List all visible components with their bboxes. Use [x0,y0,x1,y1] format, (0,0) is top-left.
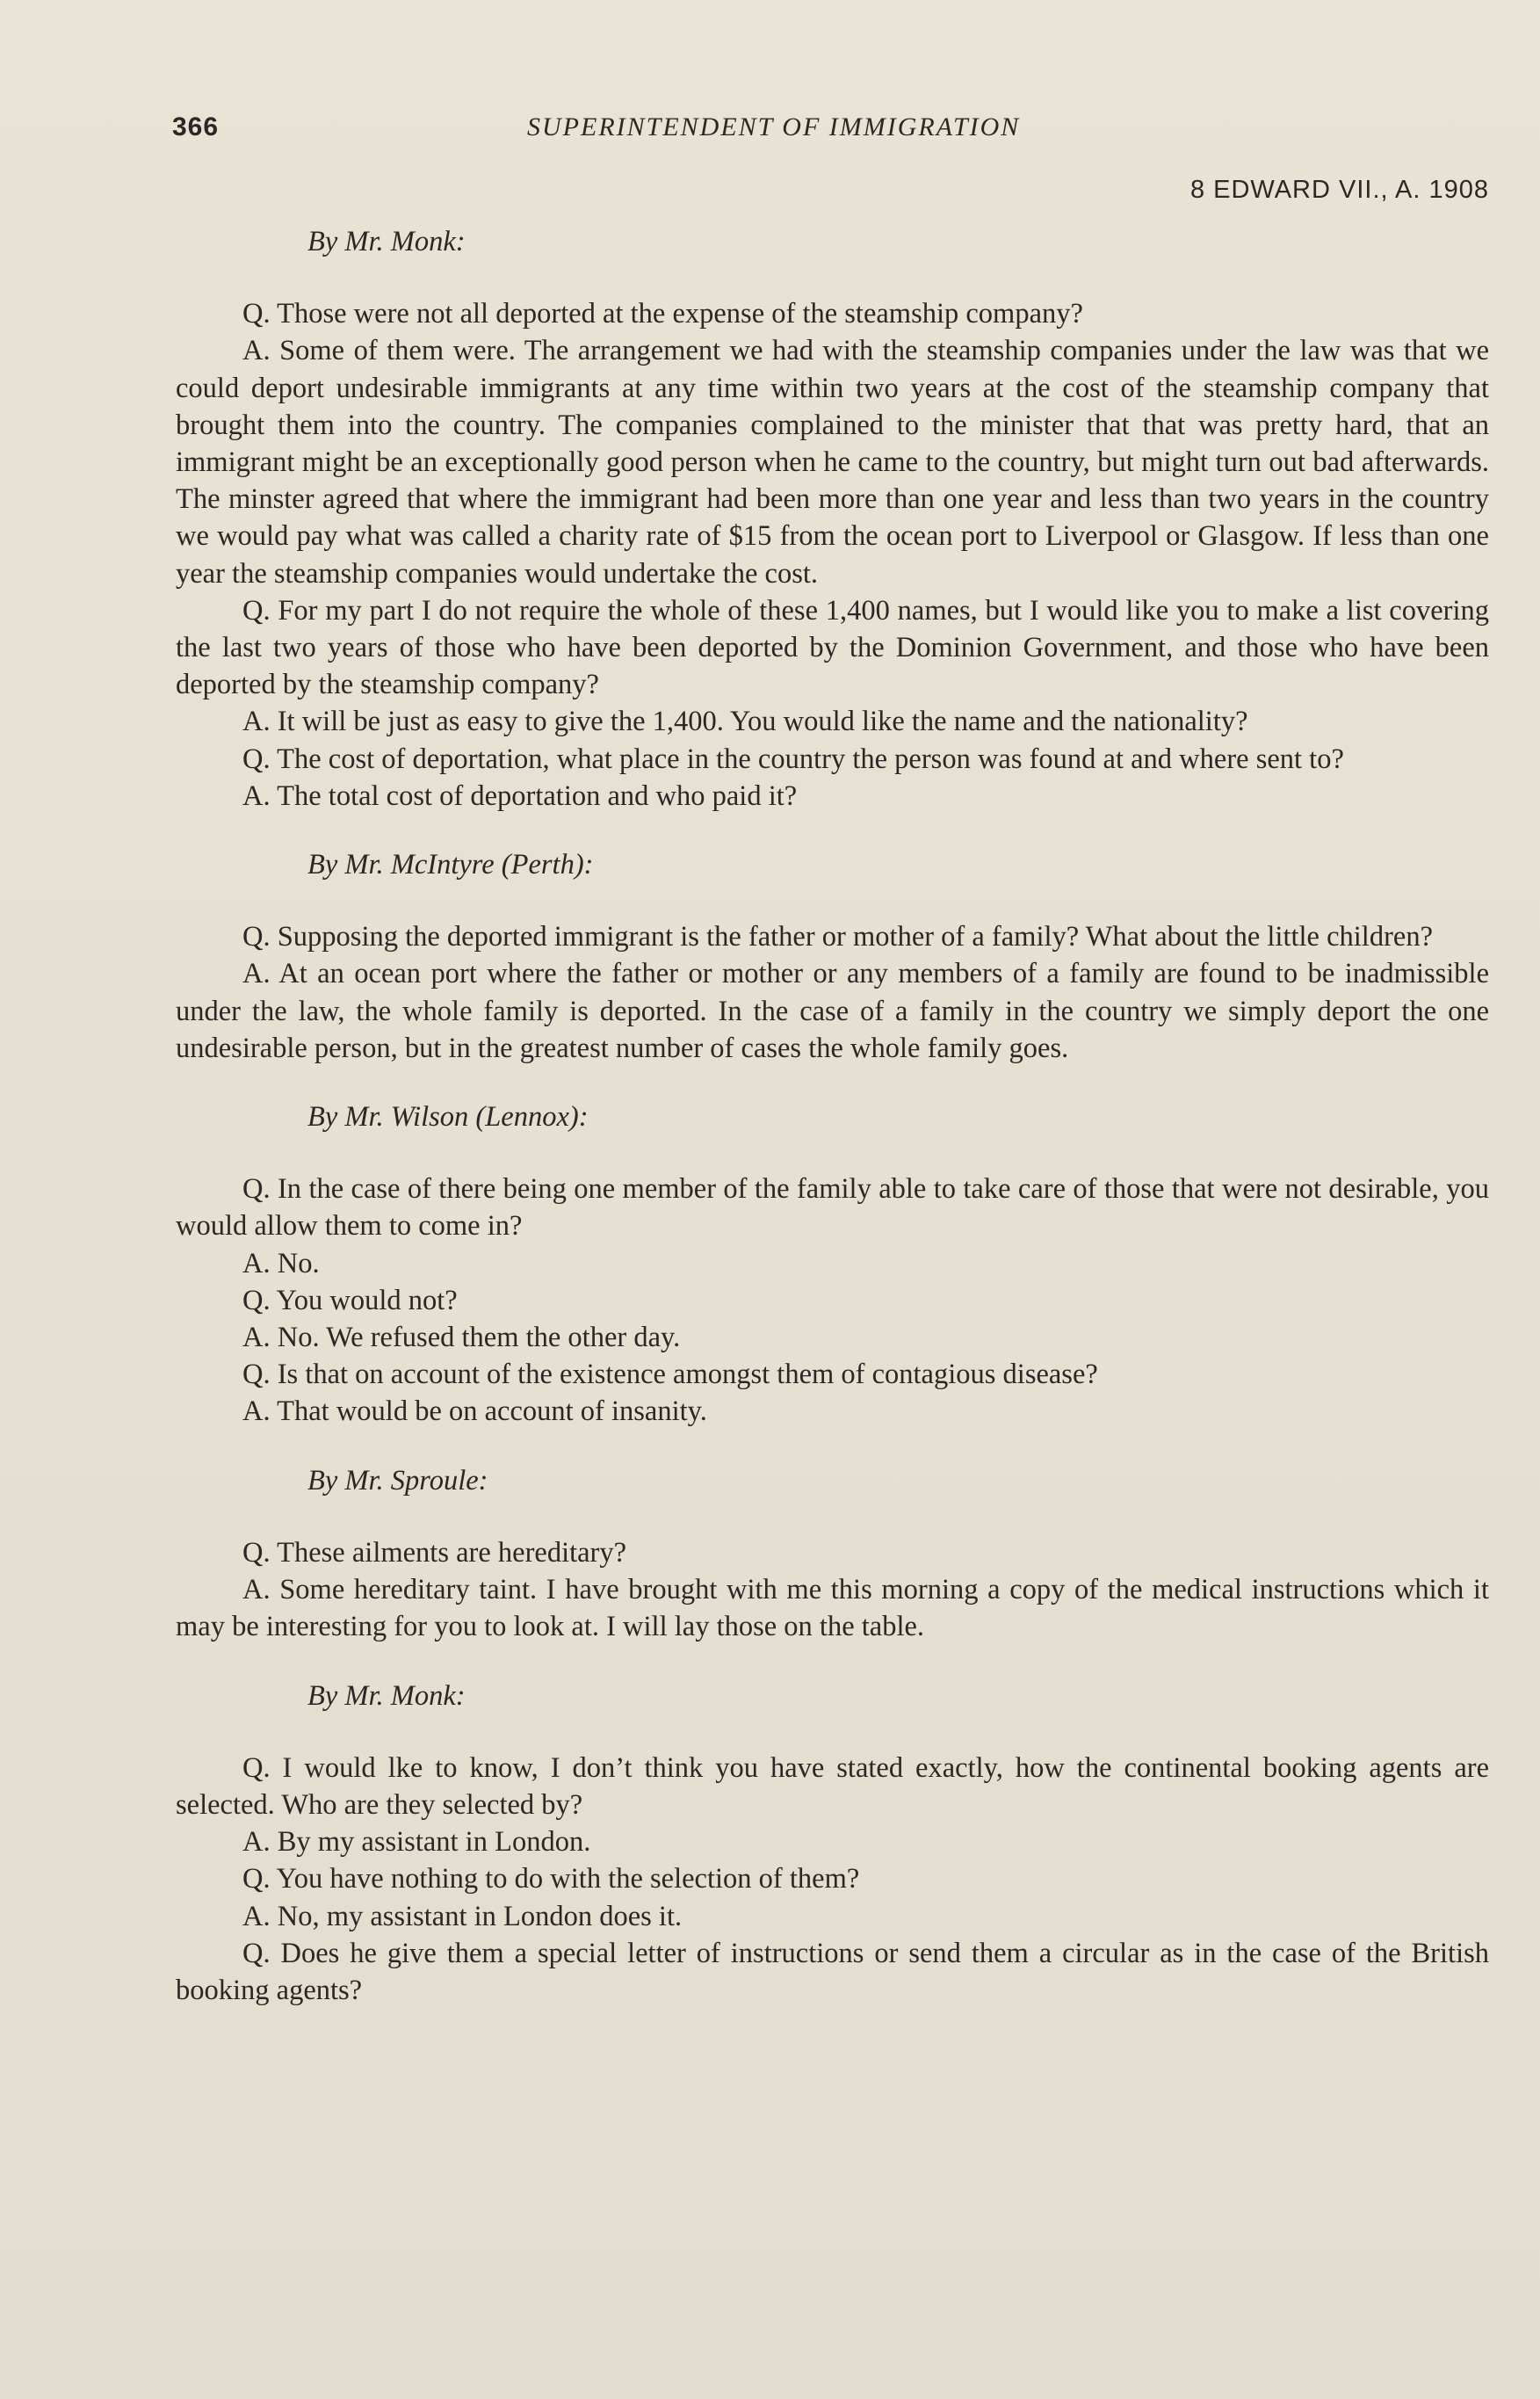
question-paragraph: Q. For my part I do not require the whole of these 1,400 names, but I would like you to make a list covering the last two years of those who have been deported by the Dominion Government, and those who have been deported by the steamship company? [176,594,1489,701]
question-paragraph: Q. Does he give them a special letter of instructions or send them a circular as in the case of the British booking agents? [176,1937,1489,2006]
question-paragraph: Q. In the case of there being one member of the family able to take care of those that were not desirable, you would allow them to come in? [176,1173,1489,1243]
question-paragraph: Q. Supposing the deported immigrant is the father or mother of a family? What about the little children? [242,921,1434,953]
answer-paragraph: A. The total cost of deportation and who paid it? [242,779,798,812]
speaker-heading: By Mr. Monk: [307,226,466,257]
speaker-heading: By Mr. Sproule: [307,1464,488,1497]
page-number: 366 [172,112,220,141]
running-title: SUPERINTENDENT OF IMMIGRATION [527,112,1021,141]
question-paragraph: Q. I would lke to know, I don’t think you have stated exactly, how the continental booking agents are selected. Who are they selected by? [176,1751,1489,1821]
answer-paragraph: A. No. [242,1247,320,1279]
question-paragraph: Q. Is that on account of the existence amongst them of contagious disease? [242,1359,1098,1391]
answer-paragraph: A. That would be on account of insanity. [242,1395,707,1428]
answer-paragraph: A. Some hereditary taint. I have brought with me this morning a copy of the medical instructions which it may be interesting for you to look at. I will lay those on the table. [176,1574,1489,1643]
session-line: 8 EDWARD VII., A. 1908 [1189,176,1489,204]
question-paragraph: Q. These ailments are hereditary? [242,1536,627,1569]
question-paragraph: Q. You have nothing to do with the selection of them? [242,1863,860,1895]
speaker-heading: By Mr. Monk: [307,1679,466,1712]
question-paragraph: Q. You would not? [242,1284,458,1316]
answer-paragraph: A. Some of them were. The arrangement we had with the steamship companies under the law was that we could deport undesirable immigrants at any time within two years at the cost of the steamship company that brought them into the country. The companies complained to the minister that that was pretty hard, that an immigrant might be an exceptionally good person when he came to the country, but might turn out bad afterwards. The minster agreed that where the immigrant had been more than one year and less than two years in the country we would pay what was called a charity rate of $15 from the ocean port to Liverpool or Glasgow. If less than one year the steamship companies would undertake the cost. [176,335,1489,590]
answer-paragraph: A. It will be just as easy to give the 1,400. You would like the name and the nationality? [242,706,1248,738]
answer-paragraph: A. No. We refused them the other day. [242,1322,681,1354]
question-paragraph: Q. Those were not all deported at the expense of the steamship company? [242,298,1083,330]
answer-paragraph: A. By my assistant in London. [242,1826,591,1859]
document-body [176,223,1489,2009]
question-paragraph: Q. The cost of deportation, what place in the country the person was found at and where sent to? [242,743,1344,775]
answer-paragraph: A. No, my assistant in London does it. [242,1900,683,1932]
speaker-heading: By Mr. Wilson (Lennox): [307,1101,589,1134]
speaker-heading: By Mr. McIntyre (Perth): [307,849,594,881]
page-header [172,112,1490,151]
answer-paragraph: A. At an ocean port where the father or mother or any members of a family are found to be inadmissible under the law, the whole family is deported. In the case of a family in the country we simply deport the one undesirable person, but in the greatest number of cases the whole family goes. [176,958,1489,1064]
